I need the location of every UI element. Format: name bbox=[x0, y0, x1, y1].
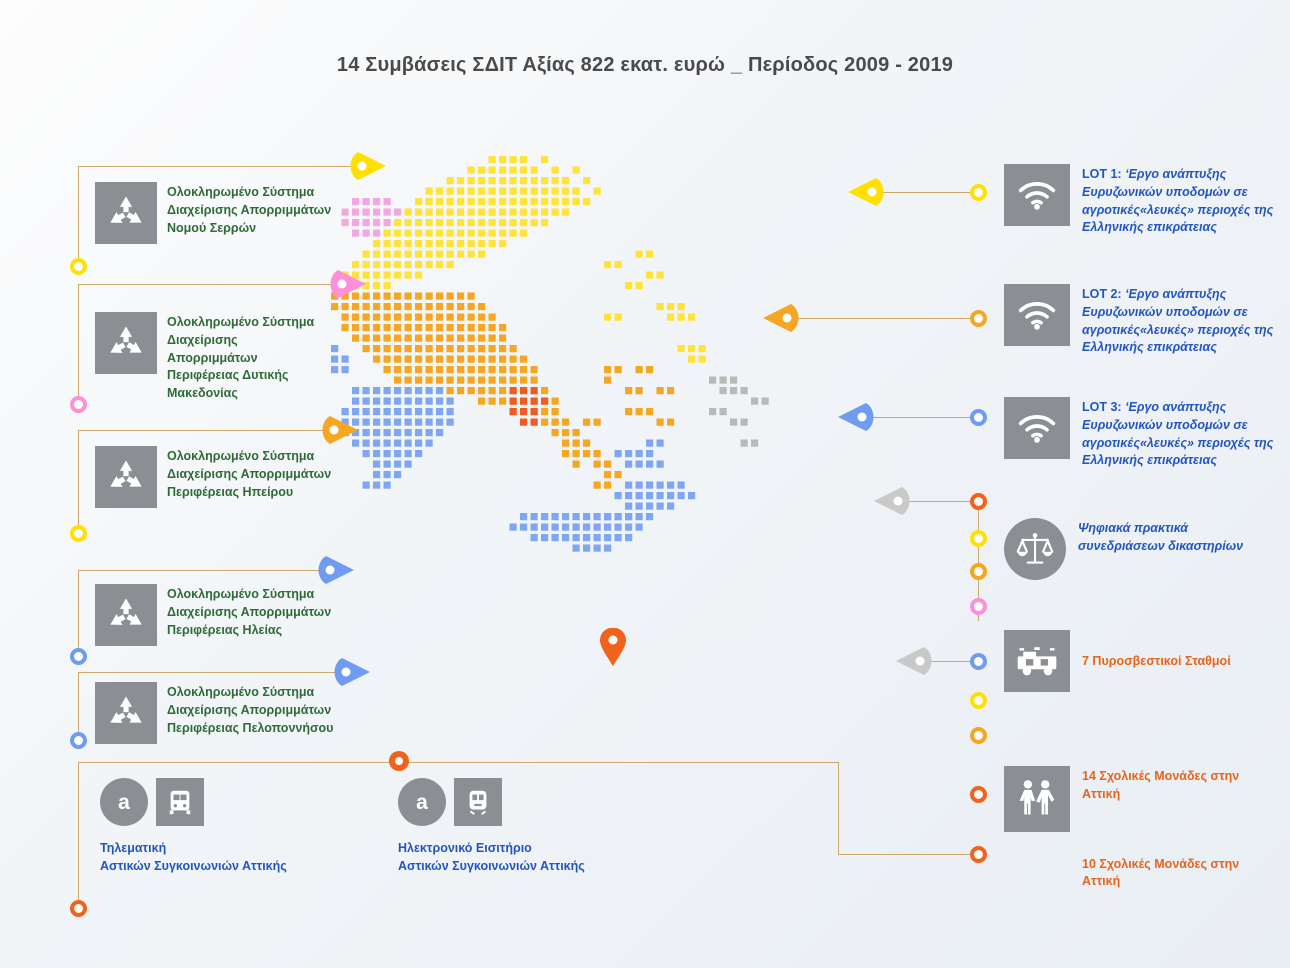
connector-line bbox=[898, 501, 980, 502]
train-icon bbox=[454, 778, 502, 826]
right-item-firestations[interactable] bbox=[1004, 630, 1266, 692]
connector-line bbox=[78, 430, 334, 431]
left-item-2[interactable] bbox=[95, 312, 370, 403]
marker-dot[interactable] bbox=[970, 563, 987, 580]
right-item-lot3[interactable] bbox=[1004, 397, 1274, 470]
marker-dot[interactable] bbox=[970, 653, 987, 670]
left-item-4[interactable] bbox=[95, 584, 370, 646]
marker-dot[interactable] bbox=[70, 732, 87, 749]
marker-dot[interactable] bbox=[970, 692, 987, 709]
right-item-lot2[interactable] bbox=[1004, 284, 1274, 357]
map-pin[interactable] bbox=[322, 416, 358, 449]
connector-line bbox=[787, 318, 980, 319]
recycle-icon bbox=[95, 446, 157, 508]
connector-line bbox=[78, 762, 838, 763]
school-icon bbox=[1004, 766, 1070, 832]
map-pin[interactable] bbox=[334, 658, 370, 691]
marker-dot[interactable] bbox=[970, 846, 987, 863]
wifi-icon bbox=[1004, 164, 1070, 226]
a-circle-icon bbox=[100, 778, 148, 826]
map-pin[interactable] bbox=[388, 750, 410, 777]
firetruck-icon bbox=[1004, 630, 1070, 692]
left-item-3[interactable] bbox=[95, 446, 370, 508]
marker-dot[interactable] bbox=[970, 310, 987, 327]
left-item-5[interactable] bbox=[95, 682, 370, 744]
right-item-courts[interactable] bbox=[1004, 518, 1254, 580]
right-item-schools-group[interactable] bbox=[1004, 766, 1274, 891]
marker-dot[interactable] bbox=[70, 258, 87, 275]
map-pin[interactable] bbox=[848, 178, 884, 211]
wifi-icon bbox=[1004, 397, 1070, 459]
right-item-firestations-label: 7 Πυροσβεστικοί Σταθμοί bbox=[1082, 654, 1231, 669]
map-pin[interactable] bbox=[838, 403, 874, 436]
connector-line bbox=[78, 284, 79, 406]
right-item-lot1[interactable] bbox=[1004, 164, 1274, 237]
right-item-schools14-label: 14 Σχολικές Μονάδες στην Αττική bbox=[1082, 769, 1240, 801]
map-pin[interactable] bbox=[330, 270, 366, 303]
bus-icon bbox=[156, 778, 204, 826]
map-pin[interactable] bbox=[896, 647, 932, 680]
a-circle-icon bbox=[398, 778, 446, 826]
recycle-icon bbox=[95, 584, 157, 646]
left-item-1[interactable] bbox=[95, 182, 370, 244]
right-item-lot2-label: LOT 2: ‘Εργο ανάπτυξης Ευρυζωνικών υποδομών σε αγροτικές«λευκές» περιοχές της Ελληνικής επικράτειας bbox=[1082, 287, 1274, 355]
map-pin[interactable] bbox=[350, 152, 386, 185]
recycle-icon bbox=[95, 182, 157, 244]
marker-dot[interactable] bbox=[970, 493, 987, 510]
connector-line bbox=[838, 762, 839, 854]
left-item-1-label: Ολοκληρωμένο Σύστημα Διαχείρισης Απορριμμάτων Νομού Σερρών bbox=[167, 185, 332, 235]
connector-line bbox=[838, 854, 978, 855]
wifi-icon bbox=[1004, 284, 1070, 346]
connector-line bbox=[78, 570, 334, 571]
connector-line bbox=[78, 762, 79, 910]
bottom-item-telematics-label: Τηλεματική Αστικών Συγκοινωνιών Αττικής bbox=[100, 841, 287, 873]
connector-line bbox=[872, 192, 980, 193]
marker-dot[interactable] bbox=[970, 409, 987, 426]
scales-icon bbox=[1004, 518, 1066, 580]
connector-line bbox=[78, 166, 368, 167]
marker-dot[interactable] bbox=[970, 786, 987, 803]
map-pin[interactable] bbox=[763, 304, 799, 337]
marker-dot[interactable] bbox=[970, 530, 987, 547]
connector-line bbox=[78, 672, 350, 673]
bottom-item-eticket[interactable] bbox=[398, 778, 585, 875]
bottom-item-eticket-label: Ηλεκτρονικό Εισιτήριο Αστικών Συγκοινωνιών Αττικής bbox=[398, 841, 585, 873]
left-item-3-label: Ολοκληρωμένο Σύστημα Διαχείρισης Απορριμμάτων Περιφέρειας Ηπείρου bbox=[167, 449, 332, 499]
telematics-badges bbox=[100, 778, 287, 826]
marker-dot[interactable] bbox=[70, 900, 87, 917]
connector-line bbox=[862, 417, 980, 418]
left-item-5-label: Ολοκληρωμένο Σύστημα Διαχείρισης Απορριμμάτων Περιφέρειας Πελοποννήσου bbox=[167, 685, 334, 735]
map-pin-attica[interactable] bbox=[600, 628, 626, 671]
map-pin[interactable] bbox=[318, 556, 354, 589]
connector-line bbox=[78, 430, 79, 535]
svg-text:a: a bbox=[118, 791, 130, 814]
left-item-4-label: Ολοκληρωμένο Σύστημα Διαχείρισης Απορριμμάτων Περιφέρειας Ηλείας bbox=[167, 587, 332, 637]
map-pin[interactable] bbox=[874, 487, 910, 520]
bottom-item-telematics[interactable] bbox=[100, 778, 287, 875]
right-item-schools10-label: 10 Σχολικές Μονάδες στην Αττική bbox=[1082, 856, 1240, 889]
svg-text:a: a bbox=[416, 791, 428, 814]
marker-dot[interactable] bbox=[70, 648, 87, 665]
connector-line bbox=[78, 570, 79, 658]
left-item-2-label: Ολοκληρωμένο Σύστημα Διαχείρισης Απορριμμάτων Περιφέρειας Δυτικής Μακεδονίας bbox=[167, 315, 315, 400]
right-item-lot3-label: LOT 3: ‘Εργο ανάπτυξης Ευρυζωνικών υποδομών σε αγροτικές«λευκές» περιοχές της Ελληνικής επικράτειας bbox=[1082, 400, 1274, 468]
marker-dot[interactable] bbox=[970, 184, 987, 201]
recycle-icon bbox=[95, 682, 157, 744]
marker-dot[interactable] bbox=[970, 727, 987, 744]
marker-dot[interactable] bbox=[70, 525, 87, 542]
connector-line bbox=[78, 284, 340, 285]
connector-line bbox=[78, 166, 79, 271]
marker-dot[interactable] bbox=[70, 396, 87, 413]
eticket-badges bbox=[398, 778, 585, 826]
recycle-icon bbox=[95, 312, 157, 374]
marker-dot[interactable] bbox=[970, 598, 987, 615]
right-item-courts-label: Ψηφιακά πρακτικά συνεδριάσεων δικαστηρίων bbox=[1078, 521, 1244, 553]
right-item-lot1-label: LOT 1: ‘Εργο ανάπτυξης Ευρυζωνικών υποδομών σε αγροτικές«λευκές» περιοχές της Ελληνικής επικράτειας bbox=[1082, 167, 1274, 235]
page-title: 14 Συμβάσεις ΣΔΙΤ Αξίας 822 εκατ. ευρώ _ Περίοδος 2009 - 2019 bbox=[336, 54, 954, 76]
